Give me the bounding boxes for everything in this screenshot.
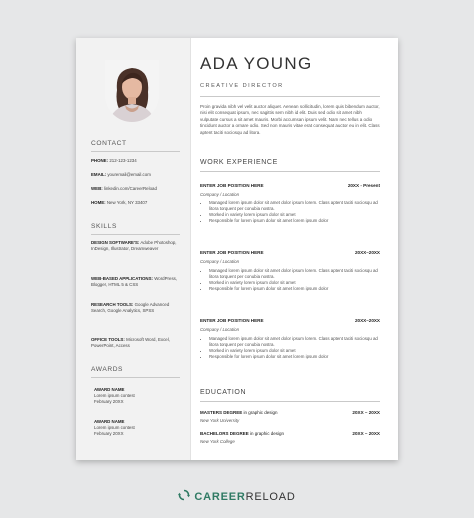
education-rule (200, 401, 380, 402)
skill-label: RESEARCH TOOLS: (91, 302, 134, 307)
resume-sheet (76, 38, 398, 460)
skill-label: DESIGN SOFTWARE'S: (91, 240, 140, 245)
contact-email (91, 172, 183, 178)
job-bullet: • Worked in variety lorem ipsum dolor sit amet (209, 280, 385, 286)
skill-text: WordPress, Blogger, HTML 5 & CSS (91, 276, 178, 288)
contact-home (91, 200, 183, 206)
job-company: Company / Location (200, 192, 240, 197)
resume-name: ADA YOUNG (200, 54, 313, 73)
skills-rule (91, 234, 180, 235)
resume-role: CREATIVE DIRECTOR (200, 83, 284, 89)
phone-value: 212-123-1234 (109, 158, 137, 163)
education-heading: EDUCATION (200, 389, 247, 396)
education-degree (200, 431, 284, 436)
skills-heading: SKILLS (91, 223, 117, 230)
job-date: 20XX - Present (347, 183, 380, 188)
refresh-arrows-icon (178, 489, 190, 504)
job-bullet: • Worked in variety lorem ipsum dolor sit amet (209, 348, 385, 354)
profile-photo (105, 60, 159, 122)
degree-field: in graphic design (242, 410, 278, 415)
education-date: 20XX – 20XX (352, 431, 380, 436)
contact-web (91, 186, 183, 192)
experience-rule (200, 171, 380, 172)
job-date: 20XX–20XX (354, 318, 380, 323)
job-date: 20XX–20XX (354, 250, 380, 255)
intro-paragraph: Proin gravida nibh vel velit auctor aliquet. Aenean sollicitudin, lorem quis bibendum auctor, nisi elit consequat ipsum, nec sagittis sem nibh id elit. Duis sed odio sit amet nibh vulputate cursus a sit amet mauris. Morbi accumsan ipsum velit. Nam nec tellus a odio tincidunt auctor a ornare odio. Sed non mauris vitae erat consequat auctor eu in elit. Class aptent taciti sociosqu ad litora. (200, 104, 380, 135)
education-degree (200, 410, 278, 415)
award-date: February 20XX (94, 431, 124, 437)
skill-item (91, 240, 183, 252)
education-school: New York College (200, 439, 235, 444)
award-item (94, 419, 186, 438)
job-title: ENTER JOB POSITION HERE (200, 318, 264, 323)
contact-phone (91, 158, 183, 164)
job-bullet: • Managed lorem ipsum dolor sit amet dolor ipsum lorem. Class aptent taciti sociosqu ad litora torquent per conubia nostra. (209, 336, 385, 348)
header-rule (200, 96, 380, 97)
job-title: ENTER JOB POSITION HERE (200, 183, 264, 188)
phone-label: PHONE: (91, 158, 109, 163)
awards-rule (91, 377, 180, 378)
award-name: AWARD NAME (94, 419, 125, 424)
job-company: Company / Location (200, 259, 240, 264)
award-detail: Lorem ipsum contest (94, 393, 135, 399)
job-bullets (200, 268, 385, 292)
award-item (94, 387, 186, 406)
skill-label: OFFICE TOOLS: (91, 337, 125, 342)
job-bullet: • Worked in variety lorem ipsum dolor sit amet (209, 212, 385, 218)
job-bullet: • Responsible for lorem ipsum dolor sit amet lorem ipsum dolor (209, 218, 385, 224)
skill-text: Adobe Photoshop, InDesign, Illustrator, Dreamweaver (91, 240, 177, 252)
contact-rule (91, 151, 180, 152)
email-label: EMAIL: (91, 172, 107, 177)
web-label: WEB: (91, 186, 103, 191)
award-date: February 20XX (94, 399, 124, 405)
logo-text-career: CAREER (194, 490, 246, 503)
contact-heading: CONTACT (91, 140, 127, 147)
awards-heading: AWARDS (91, 366, 124, 373)
education-school: New York University (200, 418, 240, 423)
job-bullets (200, 336, 385, 360)
job-bullets (200, 200, 385, 224)
skill-text: Microsoft Word, Excel, PowerPoint, Access (91, 337, 170, 349)
email-value: youremail@email.com (107, 172, 151, 177)
degree-field: in graphic design (248, 431, 285, 436)
job-bullet: • Responsible for lorem ipsum dolor sit amet lorem ipsum dolor (209, 286, 385, 292)
logo-text-reload: RELOAD (245, 490, 296, 503)
skill-text: Google Advanced Search, Google Analytics, SPSS (91, 302, 170, 314)
education-date: 20XX – 20XX (352, 410, 380, 415)
degree-name: MASTERS DEGREE (200, 410, 243, 415)
home-label: HOME: (91, 200, 106, 205)
skill-item (91, 337, 183, 349)
degree-name: BACHELORS DEGREE (200, 431, 249, 436)
award-detail: Lorem ipsum contest (94, 425, 135, 431)
home-value: New York, NY 33407 (106, 200, 148, 205)
skill-item (91, 302, 183, 314)
skill-label: WEB-BASED APPLICATIONS: (91, 276, 153, 281)
job-title: ENTER JOB POSITION HERE (200, 250, 264, 255)
skill-item (91, 276, 183, 288)
footer-logo[interactable] (0, 489, 474, 504)
experience-heading: WORK EXPERIENCE (200, 159, 278, 166)
award-name: AWARD NAME (94, 387, 125, 392)
web-value: linkedin.com/CareerReload (103, 186, 157, 191)
job-company: Company / Location (200, 327, 240, 332)
column-divider (190, 38, 191, 460)
job-bullet: • Managed lorem ipsum dolor sit amet dolor ipsum lorem. Class aptent taciti sociosqu ad litora torquent per conubia nostra. (209, 200, 385, 212)
job-bullet: • Managed lorem ipsum dolor sit amet dolor ipsum lorem. Class aptent taciti sociosqu ad litora torquent per conubia nostra. (209, 268, 385, 280)
job-bullet: • Responsible for lorem ipsum dolor sit amet lorem ipsum dolor (209, 354, 385, 360)
